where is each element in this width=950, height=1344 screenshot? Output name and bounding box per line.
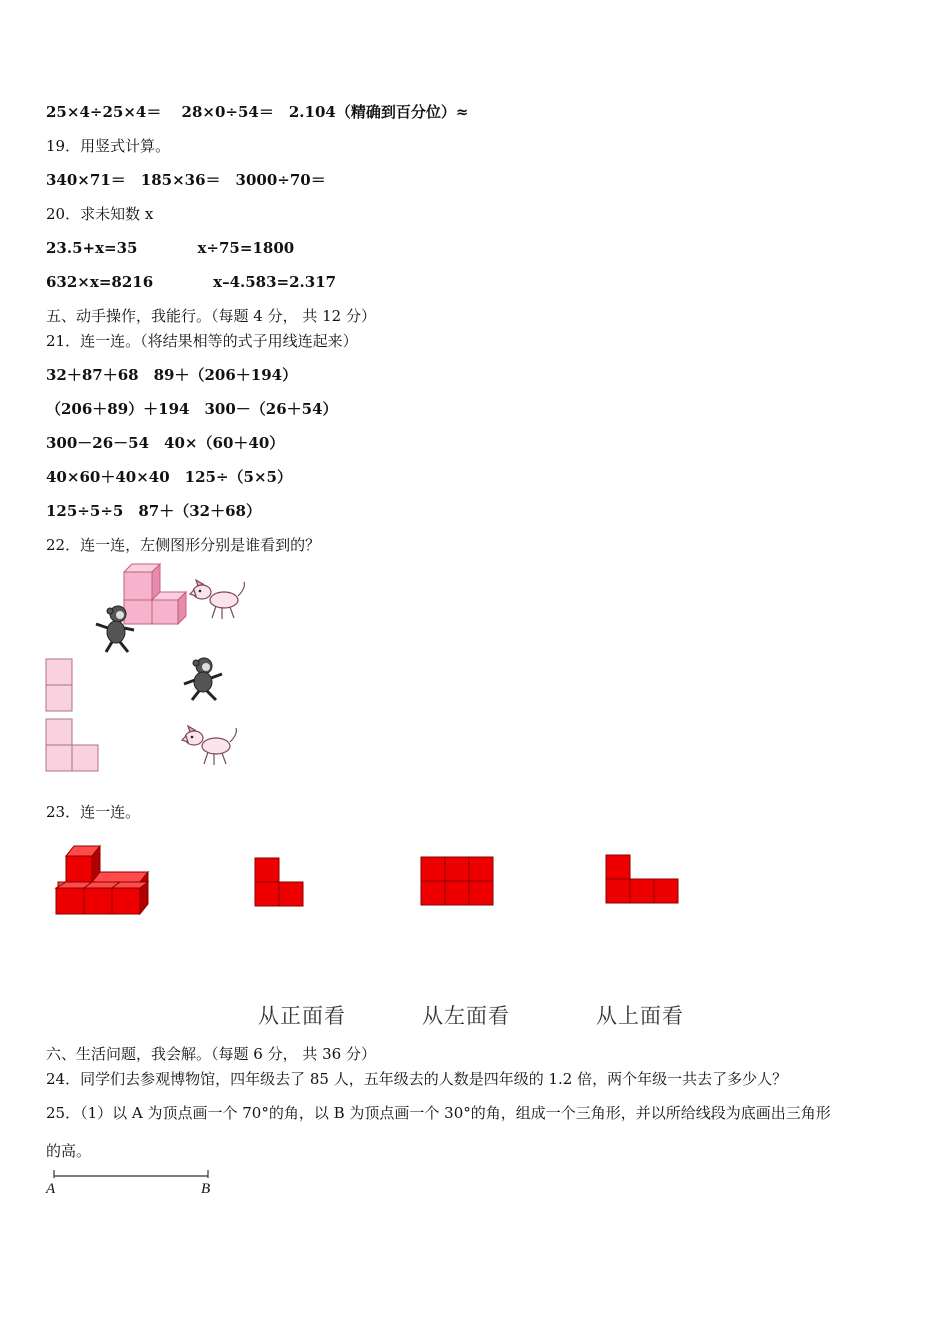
q23-title: 23．连一连。 [46,803,141,821]
monkey-icon [180,656,226,702]
q24-text: 24．同学们去参观博物馆，四年级去了 85 人，五年级去的人数是四年级的 1.2 倍，两个年级一共去了多少人？ [46,1070,788,1088]
view-vertical-two-squares [45,658,73,712]
q25-text-line-2: 的高。 [46,1142,92,1160]
q19-expressions: 340×71＝ 185×36＝ 3000÷70＝ [46,171,326,189]
view-l-shape [45,718,99,772]
q19-title: 19．用竖式计算。 [46,137,171,155]
q22-title: 22．连一连，左侧图形分别是谁看到的？ [46,536,321,554]
point-a-label: A [46,1181,56,1197]
section-6-heading: 六、生活问题，我会解。（每题 6 分， 共 36 分） [46,1045,376,1063]
q21-row: （206＋89）＋194 300－（26＋54） [46,400,338,418]
q20-title: 20．求未知数 x [46,205,154,223]
point-b-label: B [201,1181,211,1197]
q21-row: 300－26－54 40×（60＋40） [46,434,285,452]
q20-equations-2: 632×x=8216 x–4.583=2.317 [46,273,337,291]
q21-row: 32＋87＋68 89＋（206＋194） [46,366,298,384]
monkey-icon [92,604,138,654]
red-cube-stack-figure [52,842,152,916]
red-view-long-l-shape [605,854,681,908]
q21-row: 125÷5÷5 87＋（32＋68） [46,502,261,520]
segment-ab [50,1168,214,1182]
caption-top-view: 从上面看 [596,1004,684,1028]
caption-left-view: 从左面看 [422,1004,510,1028]
dog-icon [180,724,240,768]
q18-expressions: 25×4÷25×4＝ 28×0÷54＝ 2.104（精确到百分位）≈ [46,103,469,121]
q21-row: 40×60＋40×40 125÷（5×5） [46,468,292,486]
caption-front-view: 从正面看 [258,1004,346,1028]
red-view-l-shape [254,856,306,910]
q25-text-line-1: 25．（1）以 A 为顶点画一个 70°的角，以 B 为顶点画一个 30°的角，组成一个三角形，并以所给线段为底画出三角形 [46,1104,831,1122]
q20-equations-1: 23.5+x=35 x÷75=1800 [46,239,295,257]
red-view-rectangle-grid [420,856,494,908]
q21-title: 21．连一连。（将结果相等的式子用线连起来） [46,332,358,350]
section-5-heading: 五、动手操作，我能行。（每题 4 分， 共 12 分） [46,307,376,325]
dog-icon [188,578,248,622]
